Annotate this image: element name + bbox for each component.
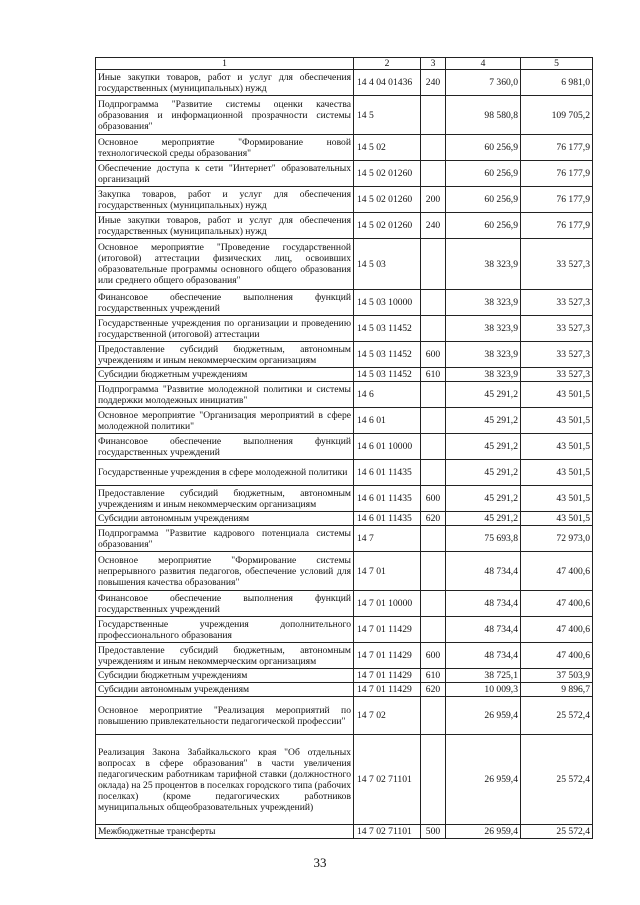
cell-code: 14 5 02 — [354, 135, 421, 161]
table-row — [96, 735, 593, 825]
cell-vr — [421, 591, 446, 617]
cell-code: 14 5 — [354, 96, 421, 135]
cell-v4: 45 291,2 — [446, 512, 521, 526]
cell-code: 14 4 04 01436 — [354, 70, 421, 96]
table-row — [96, 316, 593, 342]
cell-v5: 33 527,3 — [521, 290, 593, 316]
table-row — [96, 512, 593, 526]
header-col-1: 1 — [96, 58, 354, 70]
cell-v5: 9 896,7 — [521, 683, 593, 697]
cell-name: Предоставление субсидий бюджетным, автономным учреждениям и иным некоммерческим организациям — [96, 486, 354, 512]
cell-vr — [421, 434, 446, 460]
cell-v4: 60 256,9 — [446, 213, 521, 239]
cell-v4: 45 291,2 — [446, 382, 521, 408]
cell-name: Основное мероприятие "Реализация мероприятий по повышению привлекательности педагогической профессии" — [96, 697, 354, 735]
table-row — [96, 460, 593, 486]
cell-code: 14 5 02 01260 — [354, 187, 421, 213]
cell-v5: 43 501,5 — [521, 434, 593, 460]
cell-code: 14 7 01 — [354, 552, 421, 591]
table-row — [96, 617, 593, 643]
cell-vr: 610 — [421, 368, 446, 382]
table-row — [96, 825, 593, 839]
cell-v4: 98 580,8 — [446, 96, 521, 135]
table-row — [96, 213, 593, 239]
cell-v5: 43 501,5 — [521, 512, 593, 526]
cell-v4: 38 725,1 — [446, 669, 521, 683]
cell-vr: 240 — [421, 213, 446, 239]
cell-vr — [421, 735, 446, 825]
cell-code: 14 7 01 11429 — [354, 643, 421, 669]
table-row — [96, 290, 593, 316]
cell-v4: 60 256,9 — [446, 187, 521, 213]
table-row — [96, 526, 593, 552]
cell-v5: 47 400,6 — [521, 552, 593, 591]
table-row — [96, 552, 593, 591]
cell-name: Субсидии бюджетным учреждениям — [96, 368, 354, 382]
cell-v4: 7 360,0 — [446, 70, 521, 96]
table-header-row — [96, 58, 593, 70]
cell-v4: 10 009,3 — [446, 683, 521, 697]
cell-v5: 47 400,6 — [521, 617, 593, 643]
cell-v5: 43 501,5 — [521, 486, 593, 512]
table-row — [96, 486, 593, 512]
cell-name: Иные закупки товаров, работ и услуг для обеспечения государственных (муниципальных) нужд — [96, 70, 354, 96]
table-row — [96, 382, 593, 408]
cell-v5: 33 527,3 — [521, 239, 593, 290]
cell-name: Обеспечение доступа к сети "Интернет" образовательных организаций — [96, 161, 354, 187]
cell-name: Иные закупки товаров, работ и услуг для обеспечения государственных (муниципальных) нужд — [96, 213, 354, 239]
cell-vr: 240 — [421, 70, 446, 96]
cell-code: 14 7 01 10000 — [354, 591, 421, 617]
cell-name: Субсидии бюджетным учреждениям — [96, 669, 354, 683]
cell-v5: 76 177,9 — [521, 135, 593, 161]
cell-vr: 600 — [421, 486, 446, 512]
cell-name: Финансовое обеспечение выполнения функций государственных учреждений — [96, 591, 354, 617]
cell-name: Основное мероприятие "Формирование новой технологической среды образования" — [96, 135, 354, 161]
table-row — [96, 161, 593, 187]
budget-table — [95, 57, 593, 839]
cell-v4: 38 323,9 — [446, 239, 521, 290]
cell-vr — [421, 290, 446, 316]
cell-v5: 25 572,4 — [521, 735, 593, 825]
cell-code: 14 5 03 11452 — [354, 342, 421, 368]
cell-v4: 26 959,4 — [446, 825, 521, 839]
table-row — [96, 408, 593, 434]
cell-vr — [421, 526, 446, 552]
cell-code: 14 6 01 11435 — [354, 512, 421, 526]
cell-name: Предоставление субсидий бюджетным, автономным учреждениям и иным некоммерческим организациям — [96, 342, 354, 368]
table-row — [96, 368, 593, 382]
table-row — [96, 697, 593, 735]
cell-vr — [421, 239, 446, 290]
page-number: 33 — [313, 855, 327, 870]
cell-v4: 38 323,9 — [446, 342, 521, 368]
cell-code: 14 5 03 11452 — [354, 316, 421, 342]
cell-v4: 48 734,4 — [446, 552, 521, 591]
cell-name: Государственные учреждения по организации и проведению государственной (итоговой) аттестации — [96, 316, 354, 342]
table-row — [96, 643, 593, 669]
cell-vr — [421, 382, 446, 408]
cell-v5: 25 572,4 — [521, 697, 593, 735]
header-col-2: 2 — [354, 58, 421, 70]
cell-vr — [421, 460, 446, 486]
cell-v4: 48 734,4 — [446, 643, 521, 669]
cell-code: 14 6 — [354, 382, 421, 408]
cell-v4: 45 291,2 — [446, 486, 521, 512]
cell-vr — [421, 161, 446, 187]
cell-vr: 610 — [421, 669, 446, 683]
cell-code: 14 7 01 11429 — [354, 683, 421, 697]
cell-v5: 43 501,5 — [521, 382, 593, 408]
cell-name: Реализация Закона Забайкальского края "Об отдельных вопросах в сфере образования" в части увеличения педагогическим работникам тарифной ставки (должностного оклада) на 25 процентов в поселках городского типа (рабочих поселках) (кроме педагогических работников муниципальных общеобразовательных учреждений) — [96, 735, 354, 825]
table-row — [96, 683, 593, 697]
cell-vr — [421, 552, 446, 591]
cell-name: Межбюджетные трансферты — [96, 825, 354, 839]
table-row — [96, 70, 593, 96]
cell-code: 14 6 01 10000 — [354, 434, 421, 460]
table-row — [96, 591, 593, 617]
cell-vr — [421, 96, 446, 135]
cell-code: 14 7 01 11429 — [354, 617, 421, 643]
cell-vr: 620 — [421, 512, 446, 526]
table-row — [96, 187, 593, 213]
cell-name: Субсидии автономным учреждениям — [96, 683, 354, 697]
cell-v4: 75 693,8 — [446, 526, 521, 552]
cell-code: 14 5 03 10000 — [354, 290, 421, 316]
cell-code: 14 7 02 71101 — [354, 735, 421, 825]
cell-v5: 76 177,9 — [521, 187, 593, 213]
cell-name: Финансовое обеспечение выполнения функций государственных учреждений — [96, 290, 354, 316]
cell-name: Подпрограмма "Развитие кадрового потенциала системы образования" — [96, 526, 354, 552]
cell-vr — [421, 408, 446, 434]
cell-v4: 48 734,4 — [446, 591, 521, 617]
cell-v5: 43 501,5 — [521, 460, 593, 486]
cell-v4: 45 291,2 — [446, 434, 521, 460]
cell-vr — [421, 697, 446, 735]
table-row — [96, 669, 593, 683]
cell-v5: 37 503,9 — [521, 669, 593, 683]
cell-v5: 47 400,6 — [521, 591, 593, 617]
cell-v4: 38 323,9 — [446, 316, 521, 342]
cell-code: 14 5 03 11452 — [354, 368, 421, 382]
cell-v5: 76 177,9 — [521, 213, 593, 239]
cell-code: 14 6 01 — [354, 408, 421, 434]
cell-vr — [421, 135, 446, 161]
cell-code: 14 7 02 — [354, 697, 421, 735]
cell-v5: 6 981,0 — [521, 70, 593, 96]
budget-table-body — [96, 58, 593, 839]
cell-code: 14 5 02 01260 — [354, 213, 421, 239]
header-col-5: 5 — [521, 58, 593, 70]
cell-code: 14 7 01 11429 — [354, 669, 421, 683]
cell-vr: 600 — [421, 643, 446, 669]
cell-code: 14 5 02 01260 — [354, 161, 421, 187]
cell-name: Основное мероприятие "Формирование системы непрерывного развития педагогов, обеспечение условий для повышения качества образования" — [96, 552, 354, 591]
cell-code: 14 6 01 11435 — [354, 486, 421, 512]
cell-vr: 200 — [421, 187, 446, 213]
cell-v4: 48 734,4 — [446, 617, 521, 643]
cell-code: 14 5 03 — [354, 239, 421, 290]
cell-v4: 26 959,4 — [446, 735, 521, 825]
cell-v5: 47 400,6 — [521, 643, 593, 669]
cell-v5: 33 527,3 — [521, 368, 593, 382]
cell-v5: 72 973,0 — [521, 526, 593, 552]
cell-vr: 500 — [421, 825, 446, 839]
cell-vr — [421, 316, 446, 342]
cell-v4: 45 291,2 — [446, 408, 521, 434]
cell-vr — [421, 617, 446, 643]
cell-vr: 620 — [421, 683, 446, 697]
cell-code: 14 7 02 71101 — [354, 825, 421, 839]
header-col-4: 4 — [446, 58, 521, 70]
cell-name: Субсидии автономным учреждениям — [96, 512, 354, 526]
cell-v5: 33 527,3 — [521, 342, 593, 368]
cell-name: Основное мероприятие "Организация мероприятий в сфере молодежной политики" — [96, 408, 354, 434]
cell-v5: 43 501,5 — [521, 408, 593, 434]
cell-v5: 33 527,3 — [521, 316, 593, 342]
table-row — [96, 434, 593, 460]
cell-v5: 109 705,2 — [521, 96, 593, 135]
cell-v4: 26 959,4 — [446, 697, 521, 735]
cell-v5: 25 572,4 — [521, 825, 593, 839]
cell-code: 14 6 01 11435 — [354, 460, 421, 486]
table-row — [96, 135, 593, 161]
cell-name: Закупка товаров, работ и услуг для обеспечения государственных (муниципальных) нужд — [96, 187, 354, 213]
table-row — [96, 96, 593, 135]
cell-name: Предоставление субсидий бюджетным, автономным учреждениям и иным некоммерческим организациям — [96, 643, 354, 669]
cell-code: 14 7 — [354, 526, 421, 552]
table-row — [96, 342, 593, 368]
cell-name: Подпрограмма "Развитие системы оценки качества образования и информационной прозрачности системы образования" — [96, 96, 354, 135]
cell-name: Подпрограмма "Развитие молодежной политики и системы поддержки молодежных инициатив" — [96, 382, 354, 408]
cell-v4: 60 256,9 — [446, 161, 521, 187]
cell-name: Основное мероприятие "Проведение государственной (итоговой) аттестации физических лиц, освоивших образовательные программы основного общего образования или среднего общего образования" — [96, 239, 354, 290]
cell-v5: 76 177,9 — [521, 161, 593, 187]
table-row — [96, 239, 593, 290]
cell-name: Государственные учреждения дополнительного профессионального образования — [96, 617, 354, 643]
cell-name: Финансовое обеспечение выполнения функций государственных учреждений — [96, 434, 354, 460]
header-col-3: 3 — [421, 58, 446, 70]
cell-v4: 38 323,9 — [446, 290, 521, 316]
cell-v4: 45 291,2 — [446, 460, 521, 486]
cell-name: Государственные учреждения в сфере молодежной политики — [96, 460, 354, 486]
cell-v4: 38 323,9 — [446, 368, 521, 382]
cell-vr: 600 — [421, 342, 446, 368]
cell-v4: 60 256,9 — [446, 135, 521, 161]
